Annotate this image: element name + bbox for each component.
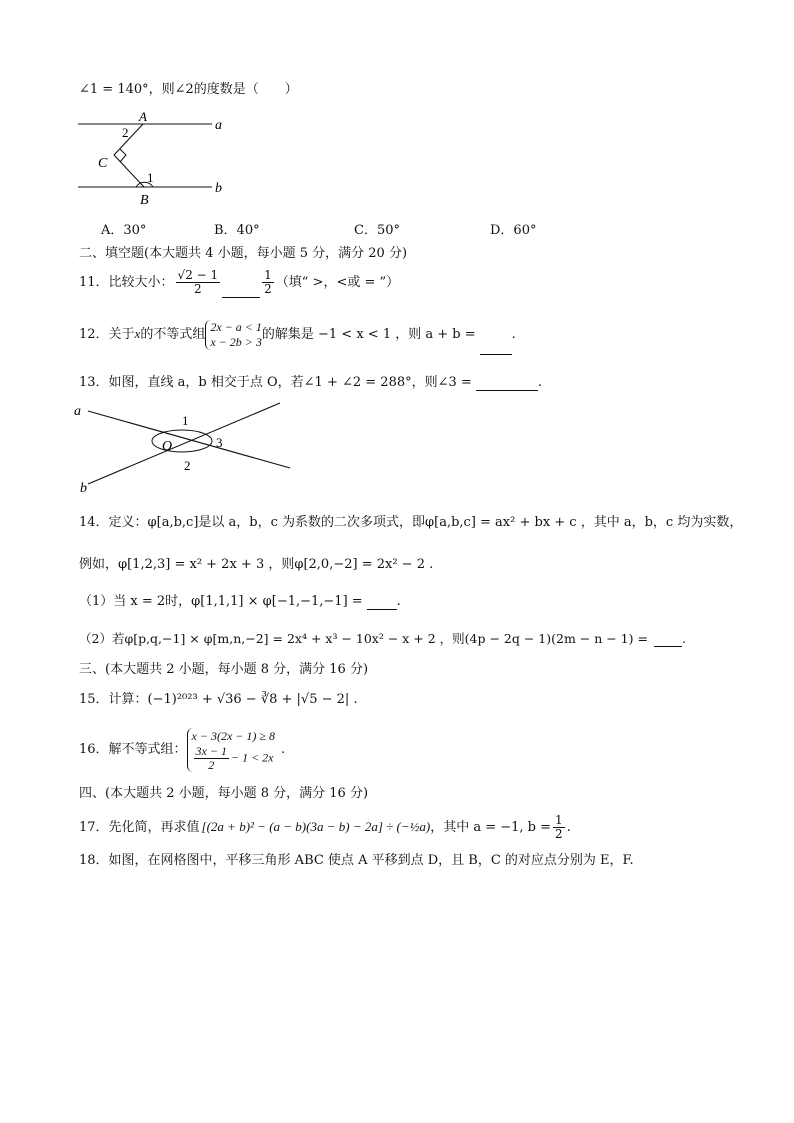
q12 xyxy=(79,314,516,355)
q12-prefix: 12．关于 xyxy=(79,327,135,342)
q10-label-2: 2 xyxy=(122,125,129,140)
section-2-heading: 二、填空题(本大题共 4 小题，每小题 5 分，满分 20 分) xyxy=(79,246,408,261)
q12-system xyxy=(205,320,262,350)
q16-end: . xyxy=(280,742,286,757)
q11-num2: 1 xyxy=(264,268,272,282)
q16-row1: x − 3(2x − 1) ≥ 8 xyxy=(191,728,275,743)
q10-stem: ∠1 = 140°，则∠2的度数是（ ） xyxy=(79,82,298,97)
q12-x: x xyxy=(134,326,141,341)
q13-label-2: 2 xyxy=(184,458,191,473)
q17-den: 2 xyxy=(555,827,563,841)
q17-end: . xyxy=(566,820,571,835)
q13-label-3: 3 xyxy=(216,435,223,450)
q17 xyxy=(79,812,571,843)
q16-den: 2 xyxy=(208,757,215,772)
q14-part1-blank xyxy=(367,596,397,610)
q10-option-d: D．60° xyxy=(490,223,537,238)
q14-part2 xyxy=(79,631,686,647)
q12-row1: 2x − a < 1 xyxy=(210,319,262,334)
q17-num: 1 xyxy=(555,813,563,827)
q13-label-O: O xyxy=(162,439,173,454)
q14-part2-text: （2）若φ[p,q,−1] × φ[m,n,−2] = 2x⁴ + x³ − 10x² − x + 2 ，则(4p − 2q − 1)(2m − n − 1) = xyxy=(79,631,648,646)
section-3-heading: 三、(本大题共 2 小题，每小题 8 分，满分 16 分) xyxy=(79,662,369,677)
q10-figure xyxy=(70,104,240,210)
q10-option-b: B．40° xyxy=(214,223,260,238)
q10-option-c: C．50° xyxy=(354,223,400,238)
q11-fraction-right xyxy=(262,269,274,296)
section-4-heading: 四、(本大题共 2 小题，每小题 8 分，满分 16 分) xyxy=(79,786,369,801)
q13-label-b: b xyxy=(80,481,87,496)
q13-end: . xyxy=(537,375,542,390)
q14-line2: 例如，φ[1,2,3] = x² + 2x + 3 ，则φ[2,0,−2] = 2x² − 2 . xyxy=(79,557,434,572)
q10-label-a: a xyxy=(215,118,222,133)
q16-num: 3x − 1 xyxy=(195,743,227,758)
q11-den: 2 xyxy=(194,282,202,296)
q10-label-A: A xyxy=(139,109,147,124)
q13-blank xyxy=(476,377,538,391)
q13 xyxy=(79,375,542,391)
q12-end: . xyxy=(511,327,516,342)
q15: 15．计算：(−1)²⁰²³ + √36 − ∛8 + |√5 − 2| . xyxy=(79,692,358,707)
q11-den2: 2 xyxy=(264,282,272,296)
q11-blank xyxy=(222,284,260,298)
q17-fraction xyxy=(553,814,565,841)
q13-figure xyxy=(70,398,300,498)
q11-fraction-left xyxy=(176,269,221,296)
q16 xyxy=(79,723,285,777)
q13-text: 13．如图，直线 a，b 相交于点 O，若∠1 + ∠2 = 288°，则∠3 = xyxy=(79,375,472,390)
q16-fraction xyxy=(194,745,229,772)
q14-part2-blank xyxy=(654,633,682,647)
q12-mid: 的不等式组 xyxy=(140,327,206,342)
q16-prefix: 16．解不等式组： xyxy=(79,742,187,757)
q11-suffix: （填“ >，<或 = ”） xyxy=(275,275,400,290)
q16-row2-tail: − 1 < 2x xyxy=(230,749,274,764)
q16-system xyxy=(187,728,275,772)
q14-line1: 14．定义：φ[a,b,c]是以 a，b，c 为系数的二次多项式，即φ[a,b,c] = ax² + bx + c ，其中 a，b，c 均为实数， xyxy=(79,515,743,530)
q12-row2: x − 2b > 3 xyxy=(210,334,262,349)
q10-option-a: A．30° xyxy=(101,223,147,238)
q10-label-b: b xyxy=(215,181,222,196)
q12-tail: 的解集是 −1 < x < 1 ，则 a + b = xyxy=(261,327,476,342)
q17-expression: [(2a + b)² − (a − b)(3a − b) − 2a] ÷ (−½a) xyxy=(201,819,431,834)
q10-label-1: 1 xyxy=(147,170,154,185)
q14-part2-end: . xyxy=(681,631,686,646)
q14-part1-text: （1）当 x = 2时，φ[1,1,1] × φ[−1,−1,−1] = xyxy=(79,594,363,609)
q12-blank xyxy=(480,341,512,355)
q17-prefix: 17．先化简，再求值 xyxy=(79,820,200,835)
q11 xyxy=(79,268,399,298)
q10-label-B: B xyxy=(140,193,149,208)
q14-part1 xyxy=(79,594,401,610)
q18: 18．如图，在网格图中，平移三角形 ABC 使点 A 平移到点 D，且 B，C 的对应点分别为 E，F. xyxy=(79,853,634,868)
q13-label-1: 1 xyxy=(182,413,189,428)
q13-label-a: a xyxy=(74,404,81,419)
q10-label-C: C xyxy=(98,156,108,171)
q11-num: √2 − 1 xyxy=(177,268,219,282)
q14-part1-end: . xyxy=(396,594,401,609)
q11-prefix: 11．比较大小： xyxy=(79,275,174,290)
q17-mid: ，其中 a = −1, b = xyxy=(430,820,552,835)
